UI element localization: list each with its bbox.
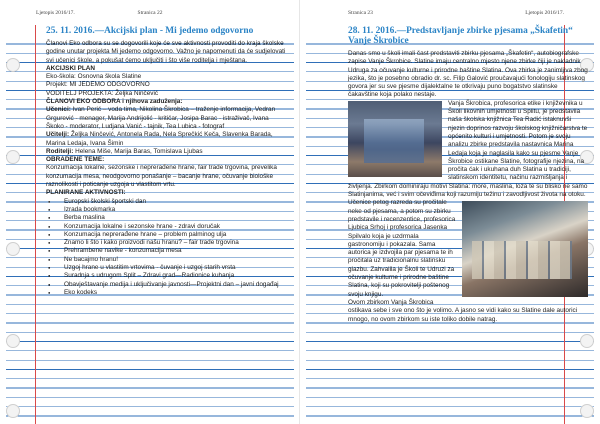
binding-hole xyxy=(6,58,20,72)
paragraph-intro: Danas smo u školi imali čast predstaviti zbirku pjesama „Škafetin“, autobiografske zapise Vanje Škrobice. Slatine imaju centralno mjesto njene zbirke čiji je nakladnik Udruga za očuvanje kulturne i prirodne baštine Slatina. Ova zbirka je zanimljiva zbog jezika, što je posebno obradio dr. sc. Filip Galović proučavajući fonologiju slatinskog govora jer su sve pjesme dijalektalne te otkrivaju puno bogatstvo slatinske čakavštine koja polako nestaje. xyxy=(348,50,588,99)
students-label: Učenici: xyxy=(46,106,71,114)
event-photo-audience xyxy=(348,101,442,177)
topics-text: Konzumacija lokalne, sezonske i neprerađene hrane, fair trade trgovina, prevelika konzumacija mesa, neodgovorno ponašanje – bacanje hrane, očuvanje biološke raznolikosti i poticanje uzgoja u vlastitom vrtu. xyxy=(46,164,277,189)
plan-school: Eko-škola: Osnovna škola Slatine xyxy=(46,73,142,81)
members-students xyxy=(46,106,288,131)
intro-paragraph: Članovi Eko odbora su se dogovorili koje će sve aktivnosti provoditi do kraja školske godine unutar projekta Mi jedemo odgovorno. Važno je napomenuti da će sudjelovati svi učenici škole, a pokušat ćemo uključiti i što više roditelja i mještana. xyxy=(46,40,286,64)
right-content xyxy=(348,24,588,420)
list-item: ● Uzgoj hrane u vlastitim vrtovima - čuvanje i uzgoj starih vrsta xyxy=(64,264,288,272)
left-content xyxy=(46,24,288,420)
teachers-list: Željka Ninčević, Antonela Rada, Nela Sprečkić Keča, Slavenka Barada, Marina Ledaja, Ivana Šimin xyxy=(46,131,273,147)
students-list: Ivan Perić – voda tima, Nikolina Škrobica – traženje informacija, Vedran Grgurević - menager, Marija Andrijolić - kritičar, Josipa Barac - istraživač, Ivana Škoko - moderator, Ludjana Vanić - tajnik, Tea Lubica - fotograf xyxy=(46,106,276,130)
page-header xyxy=(0,10,300,20)
paragraph-readings: Učenice petog razreda su pročitale neke od pjesama, a potom su zbirku predstavile i recenzentice, profesorica Ljubica Srhoj i profesorica Jasenka Spilvalo koja je uzdrmala gastronomiju i pokazala. Sama autorica je izdvojila par pjesama te ih pročitala uz tradicionalnu slatinsku glazbu. Zahvalila je Školi te Udruzi za očuvanje kulturne i prirodne baštine Slatina, koji su pokrovitelji poštenog svoju knjigu. xyxy=(348,199,456,298)
list-item: ● Obavještavanje medija i uključivanje javnosti—Projektni dan – javni događaj xyxy=(64,281,288,289)
plan-project: Projekt: MI JEDEMO ODGOVORNO xyxy=(46,81,150,89)
list-item: ● Suradnja s udrugom Split – Zdravi grad—Radionice kuhanja xyxy=(64,272,288,280)
binding-hole xyxy=(6,242,20,256)
activities-list xyxy=(46,198,288,298)
yearbook-label: Ljetopis 2016/17. xyxy=(525,10,564,16)
parents-label: Roditelji: xyxy=(46,147,74,155)
parents-list: Helena Miše, Marija Baras, Tomislava Ljubas xyxy=(73,147,203,155)
page-number: Stranica 22 xyxy=(137,10,163,16)
plan-leader: VODITELJ PROJEKTA: Željka Ninčević xyxy=(46,89,159,97)
yearbook-label: Ljetopis 2016/17. xyxy=(36,10,75,16)
plan-heading: AKCIJSKI PLAN xyxy=(46,64,96,72)
members-teachers xyxy=(46,131,288,148)
binding-hole xyxy=(6,334,20,348)
paragraph-closing: Ovom zbirkom Vanja Škrobica ostikava sebe i sve ono što je volimo. A jasno se vidi kako su Slatine dale autorici mnogo, no ovom zbirkom su iste toliko dobile natrag. xyxy=(348,298,578,323)
binding-hole xyxy=(6,404,20,418)
list-item: ● Ne bacajmo hranu! xyxy=(64,256,288,264)
teachers-label: Učitelji: xyxy=(46,131,70,139)
margin-line xyxy=(35,25,36,424)
binding-hole xyxy=(6,150,20,164)
activities-heading: PLANIRANE AKTIVNOSTI: xyxy=(46,189,126,197)
list-item: ● Znamo li što i kako proizvodi našu hranu? – fair trade trgovina xyxy=(64,239,288,247)
list-item: ● Eko kodeks xyxy=(64,289,288,297)
list-item: ● Berba maslina xyxy=(64,214,288,222)
paragraph-presentation: Vanja Škrobica, profesorica etike i književnika u Školi likovnih umjetnosti u Splitu, je predstavila naša školska knjižnica Tea Radić istaknuvši njezin doprinos razvoju školskog knjižničarstva te općenito kulturi i umjetnosti. Potom je svoju analizu zbirke predstavila nastavnica Marina Ledaja koja je naglasila kako su pjesme Vanje Škrobice ostikane Slatine, fotografije njezina, na pročita ćak i ukuhana duh Slatina u tradiciji, slatinskom identitetu, načinu razmišljanja i življenja. Zbirkom dominiraju motivi Slatina: more, maslina, loza te su blisko ne samo Slatinjanima, već i svim očeviđima koji razumiju težinu i zavodljivost života na otoku. xyxy=(348,99,588,199)
article-title: 28. 11. 2016.—Predstavljanje zbirke pjesama „Škafetin“ Vanje Škrobice xyxy=(348,26,573,46)
binding-holes xyxy=(6,0,20,424)
list-item: ● Izrada bookmarka xyxy=(64,206,288,214)
list-item: ● Konzumacija neprerađene hrane – problem palminog ulja xyxy=(64,231,288,239)
list-item: ● Europski školski športski dan xyxy=(64,198,288,206)
list-item: ● Prehrambene navike - konzumacija mesa xyxy=(64,247,288,255)
page-header xyxy=(300,10,600,20)
article-title: 25. 11. 2016.—Akcijski plan - Mi jedemo odgovorno xyxy=(46,26,254,36)
members-parents xyxy=(46,148,288,156)
members-heading: ČLANOVI EKO ODBORA i njihova zaduženja: xyxy=(46,98,183,106)
page-number: Stranica 23 xyxy=(348,10,373,16)
topics-heading: OBRADENE TEME: xyxy=(46,156,105,164)
right-page xyxy=(300,0,600,424)
event-photo-book xyxy=(462,201,588,297)
list-item: ● Konzumacija lokalne i sezonske hrane - zdravi doručak xyxy=(64,223,288,231)
